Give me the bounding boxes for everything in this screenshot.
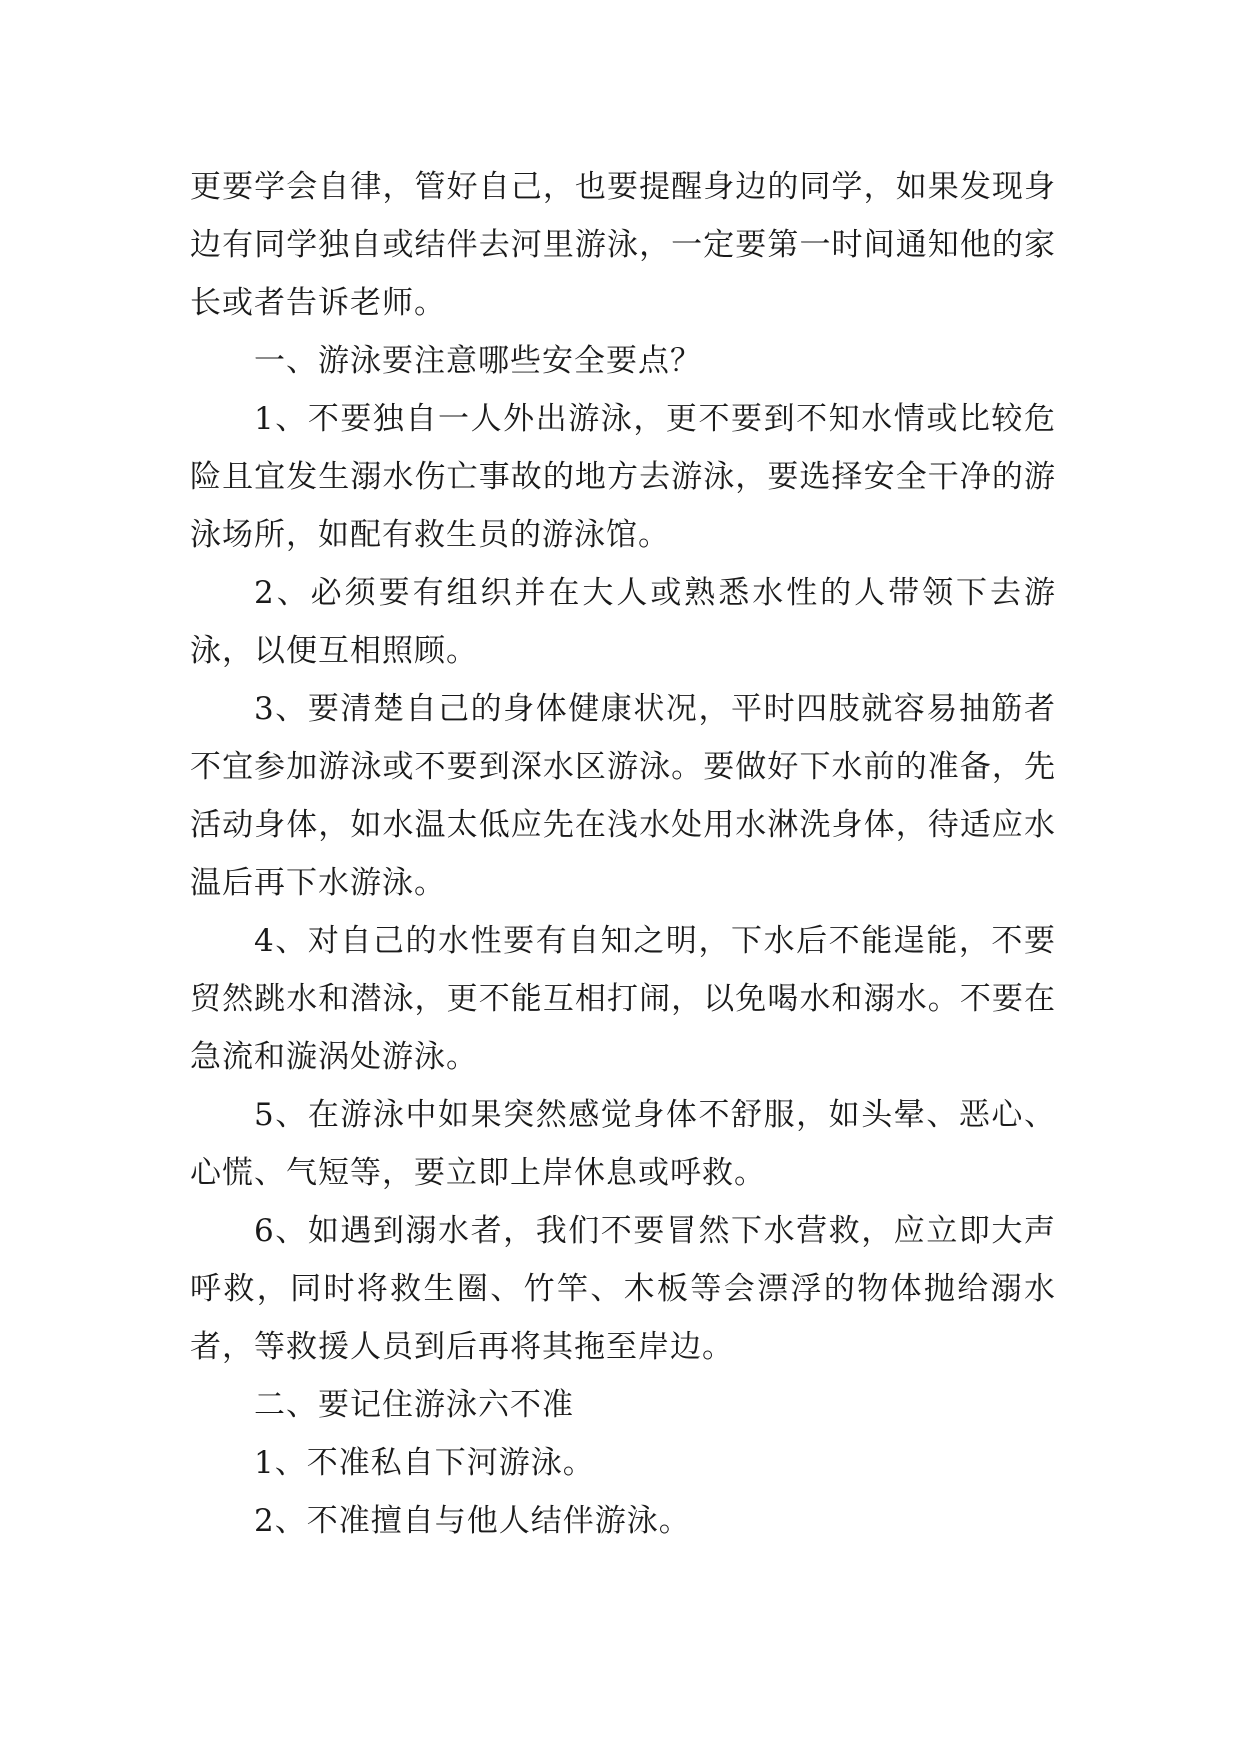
list-item: 5、在游泳中如果突然感觉身体不舒服，如头晕、恶心、心慌、气短等，要立即上岸休息或呼救。	[190, 1097, 1056, 1191]
paragraph-intro: 更要学会自律，管好自己，也要提醒身边的同学，如果发现身边有同学独自或结伴去河里游泳，一定要第一时间通知他的家长或者告诉老师。	[190, 169, 1056, 321]
heading-six-rules: 二、要记住游泳六不准	[254, 1387, 574, 1423]
list-item: 3、要清楚自己的身体健康状况，平时四肢就容易抽筋者不宜参加游泳或不要到深水区游泳。要做好下水前的准备，先活动身体，如水温太低应先在浅水处用水淋洗身体，待适应水温后再下水游泳。	[190, 691, 1056, 901]
heading-safety-points: 一、游泳要注意哪些安全要点？	[254, 343, 702, 379]
list-item: 2、不准擅自与他人结伴游泳。	[254, 1503, 691, 1539]
list-item: 1、不要独自一人外出游泳，更不要到不知水情或比较危险且宜发生溺水伤亡事故的地方去游泳，要选择安全干净的游泳场所，如配有救生员的游泳馆。	[190, 401, 1056, 553]
list-item: 2、必须要有组织并在大人或熟悉水性的人带领下去游泳，以便互相照顾。	[190, 575, 1056, 669]
document-body	[190, 158, 1056, 1550]
list-item: 1、不准私自下河游泳。	[254, 1445, 595, 1481]
list-item: 6、如遇到溺水者，我们不要冒然下水营救，应立即大声呼救，同时将救生圈、竹竿、木板等会漂浮的物体抛给溺水者，等救援人员到后再将其拖至岸边。	[190, 1213, 1056, 1365]
list-item: 4、对自己的水性要有自知之明，下水后不能逞能，不要贸然跳水和潜泳，更不能互相打闹，以免喝水和溺水。不要在急流和漩涡处游泳。	[190, 923, 1056, 1075]
